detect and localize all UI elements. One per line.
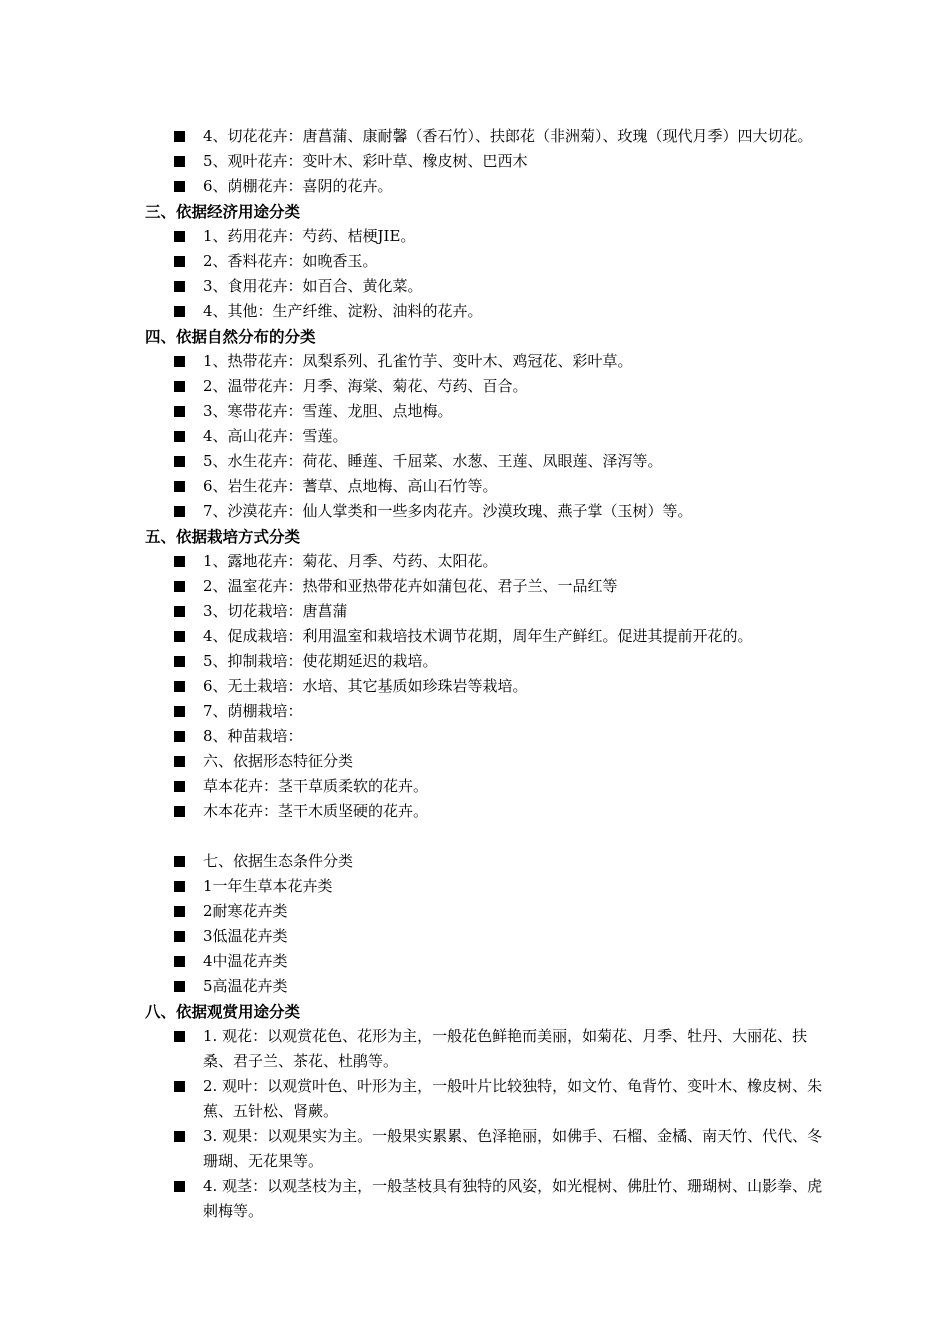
list-item-text: 草本花卉：茎干草质柔软的花卉。 <box>203 777 429 795</box>
square-bullet-icon <box>174 406 185 417</box>
square-bullet-icon <box>174 1181 185 1192</box>
list-item <box>145 424 825 449</box>
list-item <box>145 299 825 324</box>
list-item-text: 4、其他：生产纤维、淀粉、油料的花卉。 <box>203 302 483 320</box>
square-bullet-icon <box>174 481 185 492</box>
list-item-text: 5、抑制栽培：使花期延迟的栽培。 <box>203 652 438 670</box>
list-item <box>145 599 825 624</box>
list-item-text: 5高温花卉类 <box>203 977 288 995</box>
list-item <box>145 674 825 699</box>
square-bullet-icon <box>174 1131 185 1142</box>
list-item-text: 5、观叶花卉：变叶木、彩叶草、橡皮树、巴西木 <box>203 152 528 170</box>
list-item-text: 3. 观果：以观果实为主。一般果实累累、色泽艳丽，如佛手、石榴、金橘、南天竹、代代、冬珊瑚、无花果等。 <box>203 1127 823 1170</box>
list-item-text: 2. 观叶：以观赏叶色、叶形为主，一般叶片比较独特，如文竹、龟背竹、变叶木、橡皮树、朱蕉、五针松、肾蕨。 <box>203 1077 823 1120</box>
list-item <box>145 549 825 574</box>
square-bullet-icon <box>174 381 185 392</box>
list-item-text: 3、切花栽培：唐菖蒲 <box>203 602 348 620</box>
square-bullet-icon <box>174 606 185 617</box>
square-bullet-icon <box>174 806 185 817</box>
list-item-text: 7、荫棚栽培： <box>203 702 303 720</box>
list-item-text: 8、种苗栽培： <box>203 727 303 745</box>
section-heading: 四、依据自然分布的分类 <box>145 327 316 346</box>
square-bullet-icon <box>174 456 185 467</box>
square-bullet-icon <box>174 256 185 267</box>
list-item <box>145 449 825 474</box>
list-item-text: 4、促成栽培：利用温室和栽培技术调节花期，周年生产鲜红。促进其提前开花的。 <box>203 627 753 645</box>
list-item-text: 2、温室花卉：热带和亚热带花卉如蒲包花、君子兰、一品红等 <box>203 577 618 595</box>
square-bullet-icon <box>174 956 185 967</box>
section-heading: 八、依据观赏用途分类 <box>145 1002 301 1021</box>
square-bullet-icon <box>174 156 185 167</box>
list-item <box>145 174 825 199</box>
list-item-text: 4中温花卉类 <box>203 952 288 970</box>
list-item-text: 1、药用花卉：芍药、桔梗JIE。 <box>203 227 416 245</box>
list-item <box>145 349 825 374</box>
list-item <box>145 574 825 599</box>
list-item <box>145 149 825 174</box>
list-item <box>145 249 825 274</box>
square-bullet-icon <box>174 681 185 692</box>
list-item <box>145 949 825 974</box>
list-item-text: 6、无土栽培：水培、其它基质如珍珠岩等栽培。 <box>203 677 528 695</box>
square-bullet-icon <box>174 356 185 367</box>
list-item-text: 2、温带花卉：月季、海棠、菊花、芍药、百合。 <box>203 377 528 395</box>
square-bullet-icon <box>174 631 185 642</box>
list-item-text: 4、切花花卉：唐菖蒲、康耐馨（香石竹）、扶郎花（非洲菊）、玫瑰（现代月季）四大切花。 <box>203 127 813 145</box>
list-item <box>145 374 825 399</box>
list-item-text: 1一年生草本花卉类 <box>203 877 333 895</box>
list-item <box>145 924 825 949</box>
square-bullet-icon <box>174 706 185 717</box>
square-bullet-icon <box>174 581 185 592</box>
square-bullet-icon <box>174 281 185 292</box>
list-item <box>145 624 825 649</box>
square-bullet-icon <box>174 431 185 442</box>
square-bullet-icon <box>174 306 185 317</box>
section-heading: 三、依据经济用途分类 <box>145 202 301 221</box>
list-item-text: 1、热带花卉：凤梨系列、孔雀竹芋、变叶木、鸡冠花、彩叶草。 <box>203 352 633 370</box>
square-bullet-icon <box>174 1031 185 1042</box>
list-item <box>145 849 825 874</box>
square-bullet-icon <box>174 731 185 742</box>
list-item-text: 七、依据生态条件分类 <box>203 852 354 870</box>
square-bullet-icon <box>174 231 185 242</box>
list-item <box>145 399 825 424</box>
list-item <box>145 499 825 524</box>
list-item-text: 6、岩生花卉：蓍草、点地梅、高山石竹等。 <box>203 477 498 495</box>
blank-line <box>145 824 825 849</box>
list-item <box>145 1074 825 1124</box>
list-item <box>145 124 825 149</box>
square-bullet-icon <box>174 756 185 767</box>
list-item <box>145 474 825 499</box>
document-body <box>145 124 825 1224</box>
list-item-text: 2、香料花卉：如晚香玉。 <box>203 252 378 270</box>
list-item <box>145 974 825 999</box>
list-item <box>145 699 825 724</box>
list-item <box>145 724 825 749</box>
square-bullet-icon <box>174 906 185 917</box>
list-item-text: 4. 观茎：以观茎枝为主，一般茎枝具有独特的风姿，如光棍树、佛肚竹、珊瑚树、山影拳、虎刺梅等。 <box>203 1177 823 1220</box>
list-item-text: 3低温花卉类 <box>203 927 288 945</box>
section-heading: 五、依据栽培方式分类 <box>145 527 301 546</box>
list-item-text: 6、荫棚花卉：喜阴的花卉。 <box>203 177 393 195</box>
square-bullet-icon <box>174 881 185 892</box>
list-item <box>145 1124 825 1174</box>
list-item <box>145 224 825 249</box>
square-bullet-icon <box>174 181 185 192</box>
list-item-text: 5、水生花卉：荷花、睡莲、千屈菜、水葱、王莲、凤眼莲、泽泻等。 <box>203 452 663 470</box>
list-item <box>145 799 825 824</box>
list-item-text: 3、寒带花卉：雪莲、龙胆、点地梅。 <box>203 402 453 420</box>
list-item <box>145 1174 825 1224</box>
square-bullet-icon <box>174 1081 185 1092</box>
list-item-text: 1、露地花卉：菊花、月季、芍药、太阳花。 <box>203 552 498 570</box>
list-item <box>145 649 825 674</box>
square-bullet-icon <box>174 856 185 867</box>
list-item <box>145 274 825 299</box>
square-bullet-icon <box>174 931 185 942</box>
square-bullet-icon <box>174 781 185 792</box>
square-bullet-icon <box>174 656 185 667</box>
square-bullet-icon <box>174 556 185 567</box>
list-item <box>145 874 825 899</box>
list-item-text: 7、沙漠花卉：仙人掌类和一些多肉花卉。沙漠玫瑰、燕子掌（玉树）等。 <box>203 502 693 520</box>
list-item-text: 木本花卉：茎干木质坚硬的花卉。 <box>203 802 429 820</box>
list-item <box>145 749 825 774</box>
list-item-text: 1. 观花：以观赏花色、花形为主，一般花色鲜艳而美丽，如菊花、月季、牡丹、大丽花、扶桑、君子兰、茶花、杜鹃等。 <box>203 1027 808 1070</box>
list-item-text: 2耐寒花卉类 <box>203 902 288 920</box>
list-item-text: 3、食用花卉：如百合、黄化菜。 <box>203 277 423 295</box>
list-item <box>145 1024 825 1074</box>
square-bullet-icon <box>174 506 185 517</box>
square-bullet-icon <box>174 981 185 992</box>
square-bullet-icon <box>174 131 185 142</box>
list-item <box>145 774 825 799</box>
list-item-text: 六、依据形态特征分类 <box>203 752 354 770</box>
list-item-text: 4、高山花卉：雪莲。 <box>203 427 348 445</box>
list-item <box>145 899 825 924</box>
